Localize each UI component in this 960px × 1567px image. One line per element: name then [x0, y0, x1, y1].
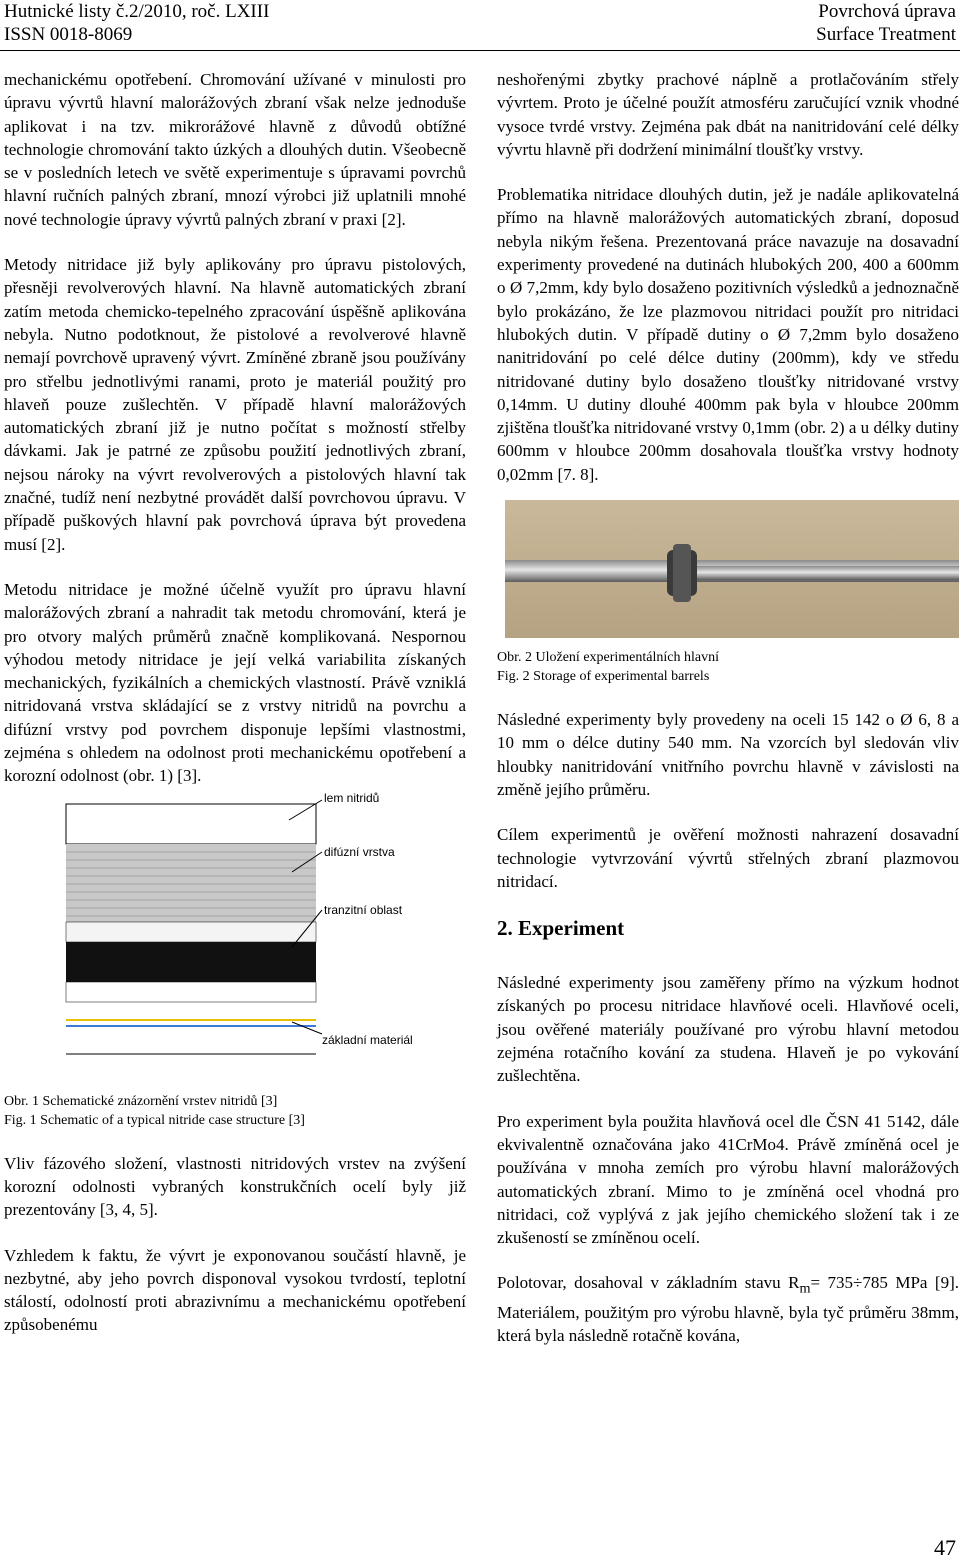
paragraph: Vliv fázového složení, vlastnosti nitridových vrstev na zvýšení korozní odolnosti vybraných konstrukčních ocelí byly již prezentovány [3, 4, 5]. — [4, 1153, 466, 1220]
label-transition-zone: tranzitní oblast — [324, 902, 403, 917]
journal-title: Hutnické listy č.2/2010, roč. LXIII — [4, 1, 270, 22]
paragraph: Následné experimenty jsou zaměřeny přímo na výzkum hodnot získaných po procesu nitridace hlavňové oceli. Hlavňové oceli, jsou ověřené materiály používané pro výrobu hlavní metodou zejména rotačního kování za studena. Hlaveň je po vykování zušlechtěna. — [497, 973, 959, 1086]
caption-en: Fig. 1 Schematic of a typical nitride case structure [3] — [4, 1112, 305, 1128]
caption-cz: Obr. 2 Uložení experimentálních hlavní — [497, 650, 719, 666]
figure-2-caption — [497, 648, 959, 686]
paragraph: neshořenými zbytky prachové náplně a protlačováním střely vývrtem. Proto je účelné použít atmosféru zaručující vznik vhodné vysoce tvrdé vrstvy. Zejména pak dbát na nanitridování celé délky vývrtu hlavně při dodržení minimální tloušťky vrstvy. — [497, 70, 959, 159]
paragraph: Problematika nitridace dlouhých dutin, jež je nadále aplikovatelná přímo na hlavně malorážových automatických zbraní, doposud nebyla nikým řešena. Prezentovaná práce navazuje na dosavadní experimenty provedené na dutinách hlubokých 200, 400 a 600mm o Ø 7,2mm, kdy bylo dosaženo pozitivních výsledků a jednoznačně bylo prokázáno, že lze plazmovou nitridaci použít pro nitridaci hlubokých dutin. V případě dutiny o Ø 7,2mm bylo dosaženo nanitridování po celé délce dutiny (200mm), kdy ve středu nitridované dutiny bylo dosaženo tloušťky nitridované vrstvy 0,14mm. U dutiny dlouhé 400mm pak byla v hloubce 200mm zjištěna tloušťka nitridované vrstvy 0,1mm (obr. 2) a u délky dutiny 600mm v hloubce 200mm dosahovala tloušťka vrstvy hodnoty 0,02mm [7. 8]. — [497, 185, 959, 484]
header-right — [816, 0, 956, 46]
barrel-photo — [497, 500, 959, 638]
paragraph: Metodu nitridace je možné účelně využít pro úpravu hlavní malorážových zbraní a nahradit tak metodu chromování, která je pro otvory malých průměrů značně komplikovaná. Nespornou výhodou metody nitridace je její velká variabilita získaných mechanických, fyzikálních a chemických vlastností. Právě vzniklá nitridovaná vrstva skládající se z vrstvy nitridů na povrchu a difúzní vrstvy pod povrchem disponuje lepšími vlastnostmi, zejména s ohledem na odolnost proti mechanickému opotřebení a korozní odolnost (obr. 1) [3]. — [4, 579, 466, 786]
text-run: = 735÷785 MPa [9]. Materiálem, použitým pro výrobu hlavně, byla tyč průměru 38mm, která byla následně rotačně kována, — [497, 1273, 960, 1346]
label-diffusion-layer: difúzní vrstva — [324, 844, 395, 859]
text-run: Polotovar, dosahoval v základním stavu R — [497, 1273, 800, 1293]
figure-nitride-layers — [4, 792, 466, 1092]
subscript: m — [799, 1280, 811, 1297]
paragraph: Cílem experimentů je ověření možnosti nahrazení dosavadní technologie vytvrzování vývrtů střelných zbraní plazmovou nitridací. — [497, 825, 959, 891]
left-column — [4, 68, 466, 1359]
section-heading: 2. Experiment — [497, 916, 625, 941]
figure-barrels-photo — [497, 500, 959, 638]
caption-en: Fig. 2 Storage of experimental barrels — [497, 669, 710, 685]
paragraph — [497, 1271, 959, 1347]
label-base-material: základní materiál — [322, 1032, 413, 1047]
header-rule — [0, 50, 960, 51]
section-title-en: Surface Treatment — [816, 24, 956, 45]
label-nitride-rim: lem nitridů — [324, 791, 380, 805]
caption-cz: Obr. 1 Schematické znázornění vrstev nitridů [3] — [4, 1093, 278, 1109]
section-title-cz: Povrchová úprava — [818, 1, 956, 22]
paragraph: Metody nitridace již byly aplikovány pro úpravu pistolových, přesněji revolverových hlavní. Na hlavně automatických zbraní zatím metoda chemicko-tepelného zpracování úspěšně aplikována nebyla. Nutno podotknout, že pistolové a revolverové hlavně nemají povrchově upravený vývrt. Zmíněné zbraně jsou používány pro střelbu jednotlivými ranami, proto je materiál použitý pro hlaveň pouze zušlechtěn. V případě hlavní malorážových automatických zbraní již je nutno počítat s možností střelby dávkami. Jak je patrné ze způsobu použití jednotlivých zbraní, nejsou nároky na vývrt revolverových a pistolových hlavní tak značné, tudíž není nezbytné provádět další povrchovou úpravu. V případě puškových hlavní pak povrchová úprava být provedena musí [2]. — [4, 255, 466, 554]
figure-1-caption — [4, 1092, 466, 1130]
right-column — [497, 68, 959, 1370]
paragraph: Vzhledem k faktu, že vývrt je exponovanou součástí hlavně, je nezbytné, aby jeho povrch disponoval vysokou tvrdostí, teplotní stálostí, odolností proti abrazivnímu a mechanickému opotřebení způsobenému — [4, 1245, 466, 1335]
paragraph: Pro experiment byla použita hlavňová ocel dle ČSN 41 5142, dále ekvivalentně označována jako 41CrMo4. Právě zmíněná ocel je používána v mnoha zemích pro výrobu hlavní malorážových automatických zbraní. Mimo to je zmíněná ocel vhodná pro nitridaci, což vyplývá z jak jejího chemického složení tak i ze zkušeností se zmíněnou ocelí. — [497, 1111, 959, 1248]
paragraph: mechanickému opotřebení. Chromování užívané v minulosti pro úpravu vývrtů hlavní malorážových zbraní však nelze jednoduše aplikovat i na tzv. mikrorážové hlavně z důvodů obtížné technologie chromování takto úzkých a dlouhých dutin. Všeobecně se v posledních letech ve světě experimentuje s úpravami povrchů hlavní ručních palných zbraní, mnozí výrobci již uplatnili mnohé nové technologie úpravy vývrtů palných zbraní v praxi [2]. — [4, 70, 466, 229]
paragraph: Následné experimenty byly provedeny na oceli 15 142 o Ø 6, 8 a 10 mm o délce dutiny 540 mm. Na vzorcích byl sledován vliv hloubky nanitridování vnitřního povrchu hlavně v závislosti na změně jejího průměru. — [497, 710, 959, 799]
issn: ISSN 0018-8069 — [4, 24, 133, 45]
page-number: 47 — [934, 1535, 956, 1560]
header-left — [4, 0, 269, 46]
nitride-layers-diagram — [4, 792, 466, 1092]
